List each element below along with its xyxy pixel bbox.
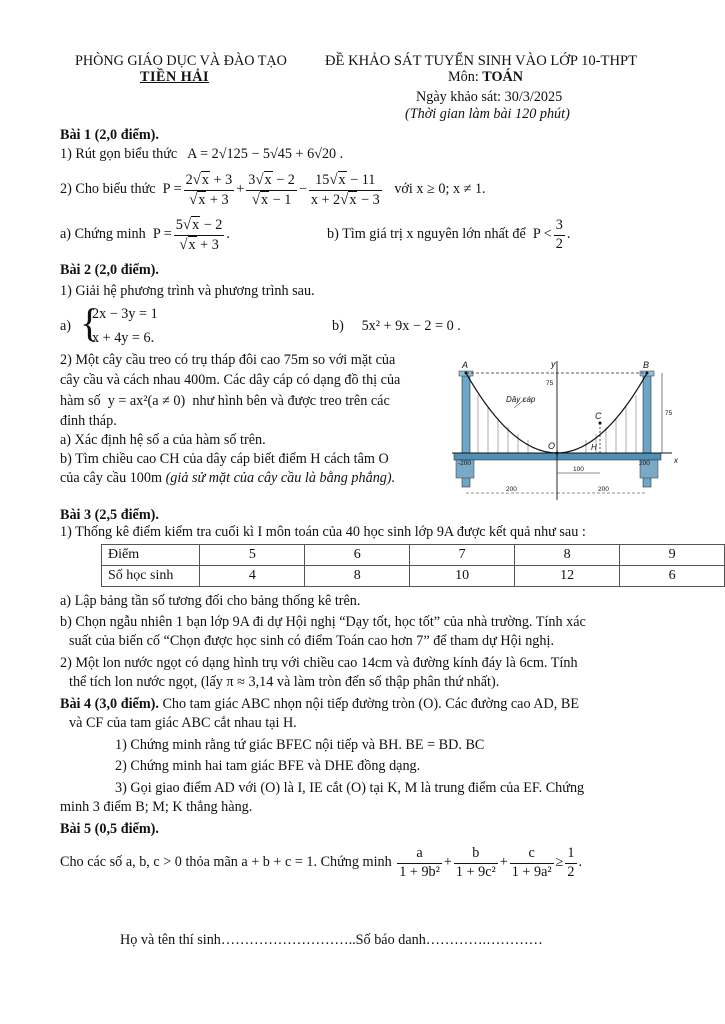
- bai3-q2-line1: 2) Một lon nước ngọt có dạng hình trụ với chiều cao 14cm và đường kính đáy là 6cm. Tính: [60, 655, 578, 671]
- bai5-condition: a + b + c = 1: [241, 854, 314, 871]
- label-O: O: [548, 441, 556, 451]
- table-cell: 9: [620, 545, 725, 566]
- subject-label: Môn:: [448, 69, 483, 85]
- bai4-q1: 1) Chứng minh rằng tứ giác BFEC nội tiếp và BH. BE = BD. BC: [115, 737, 485, 753]
- bai2-q2-line1: 2) Một cây cầu treo có trụ tháp đôi cao 75m so với mặt của: [60, 352, 396, 368]
- bai1-q1: [60, 146, 343, 163]
- bai2-q2-line2: cây cầu và cách nhau 400m. Các dây cáp có dạng đồ thị của: [60, 372, 401, 388]
- bai1-qa-text: a) Chứng minh: [60, 226, 146, 243]
- bai5-fraction-b: $\frac{b}{\text{1 + 9c²}}$: [455, 845, 496, 880]
- bai5-fraction-a: $\frac{a}{\text{1 + 9b²}}$: [399, 845, 440, 880]
- subject-name: TOÁN: [482, 69, 524, 85]
- cable-parabola: [466, 373, 647, 453]
- p-fraction-3: $\frac{15√x - 11}{x + 2√x - 3}$: [310, 172, 380, 208]
- score-table: [101, 544, 725, 587]
- label-A: A: [462, 360, 469, 370]
- bai4-intro: [60, 696, 579, 713]
- system-eq1: 2x − 3y = 1: [92, 306, 158, 322]
- label-H: H: [591, 443, 597, 452]
- tick-200: 200: [639, 460, 650, 467]
- bai5-statement: Cho các số a, b, c > 0 thỏa mãn a + b + c = 1 . Chứng minh $\frac{a}{\text{1 + 9b²}}$ + $\frac{b}{\text{1 + 9c²}}$ + $\frac{c}{\text{1 + 9a²}}$ ≥ $\frac{1}{2}$ .: [60, 845, 583, 880]
- bai2-q2-text-c: như hình bên và được treo trên các: [192, 393, 390, 409]
- bai4-intro-line2: và CF của tam giác ABC cắt nhau tại H.: [69, 715, 297, 731]
- height-75-side: 75: [665, 410, 673, 417]
- bai2-q2b-note: (giả sử mặt của cây cầu là bằng phẳng).: [165, 470, 396, 486]
- table-header-score: Điểm: [102, 545, 200, 566]
- bai2-q2-function: y = ax²(a ≠ 0): [107, 393, 186, 409]
- system-eq2: x + 4y = 6.: [92, 330, 155, 346]
- exam-title: ĐỀ KHẢO SÁT TUYỂN SINH VÀO LỚP 10-THPT: [325, 53, 638, 69]
- bai1-q1-text: 1) Rút gọn biểu thức: [60, 146, 178, 162]
- tick-neg200: -200: [458, 460, 472, 467]
- table-cell: 4: [200, 566, 305, 587]
- bai5-title: Bài 5 (0,5 điểm).: [60, 821, 159, 837]
- system-brace: {: [80, 300, 100, 345]
- bai1-qb-fraction: $\frac{3}{2}$: [555, 217, 563, 252]
- height-75-top: 75: [546, 380, 554, 387]
- bai2-q2b-line1: b) Tìm chiều cao CH của dây cáp biết điểm H cách tâm O: [60, 451, 389, 467]
- bai3-qb-line2: suất của biến cố “Chọn được học sinh có điểm Toán cao hơn 7” để tham dự Hội nghị.: [69, 633, 554, 649]
- bai2-title: Bài 2 (2,0 điểm).: [60, 262, 159, 278]
- bai2-q2-text-a: hàm số: [60, 393, 101, 409]
- table-cell: 5: [200, 545, 305, 566]
- bai2-q1: 1) Giải hệ phương trình và phương trình sau.: [60, 283, 315, 299]
- table-cell: 10: [410, 566, 515, 587]
- district-name-text: TIỀN HẢI: [140, 69, 210, 85]
- department-name: PHÒNG GIÁO DỤC VÀ ĐÀO TẠO: [75, 53, 287, 69]
- table-row: [102, 545, 725, 566]
- bai2-q2-line3: [60, 393, 390, 410]
- cable-label: Dây cáp: [506, 395, 536, 404]
- table-row: [102, 566, 725, 587]
- bai2-qb-expression: 5x² + 9x − 2 = 0 .: [361, 318, 461, 334]
- bai3-q1: 1) Thống kê điểm kiểm tra cuối kì I môn toán của 40 học sinh lớp 9A được kết quả như sau :: [60, 524, 586, 540]
- bai1-q1-expression: A = 2√125 − 5√45 + 6√20 .: [187, 146, 344, 162]
- p-fraction-2: $\frac{3√x - 2}{√x - 1}$: [248, 172, 295, 208]
- bai1-qa: a) Chứng minh P = $\frac{5√x - 2}{√x + 3}$ .: [60, 217, 230, 253]
- bai3-qb-line1: b) Chọn ngẫu nhiên 1 bạn lớp 9A đi dự Hội nghị “Dạy tốt, học tốt” của nhà trường. Tính xác: [60, 614, 586, 630]
- bai2-qb: [332, 318, 461, 335]
- bai2-q2b-line2: [60, 470, 395, 487]
- table-header-students: Số học sinh: [102, 566, 200, 587]
- system-eq2-text: x + 4y = 6: [92, 330, 151, 346]
- bridge-figure: [450, 355, 685, 507]
- table-cell: 6: [620, 566, 725, 587]
- bai4-q2: 2) Chứng minh hai tam giác BFE và DHE đồng dạng.: [115, 758, 421, 774]
- bai4-q3-line2: minh 3 điểm B; M; K thẳng hàng.: [60, 799, 253, 815]
- bai2-q2-line4: đỉnh tháp.: [60, 413, 117, 429]
- candidate-info-line: Họ và tên thí sinh………………………..Số báo danh………….…………: [120, 932, 543, 948]
- p-fraction-1: $\frac{2√x + 3}{√x + 3}$: [185, 172, 233, 208]
- bai1-q2: 2) Cho biểu thức P = $\frac{2√x + 3}{√x + 3}$ + $\frac{3√x - 2}{√x - 1}$ − $\frac{15√x - 11}{x + 2√x - 3}$ với x ≥ 0; x ≠ 1.: [60, 172, 486, 208]
- label-x: x: [674, 456, 678, 465]
- bai2-qb-label: b): [332, 318, 344, 334]
- subject-line: [448, 69, 523, 86]
- bai5-text3: . Chứng minh: [313, 854, 392, 871]
- district-name: [140, 69, 209, 86]
- dim-200-right: 200: [598, 486, 609, 493]
- label-B: B: [643, 360, 650, 370]
- bai4-q3-line1: 3) Gọi giao điểm AD với (O) là I, IE cắt (O) tại K, M là trung điểm của EF. Chứng: [115, 780, 585, 796]
- table-cell: 12: [515, 566, 620, 587]
- label-y: y: [551, 359, 556, 369]
- bai5-vars: a, b, c > 0: [125, 854, 182, 871]
- bai1-qb: b) Tìm giá trị x nguyên lớn nhất để P < $\frac{3}{2}$ .: [327, 217, 571, 252]
- table-cell: 8: [305, 566, 410, 587]
- bai3-qa: a) Lập bảng tần số tương đối cho bảng thống kê trên.: [60, 593, 361, 609]
- bai1-q2-text: 2) Cho biểu thức: [60, 181, 156, 198]
- bai5-fraction-c: $\frac{c}{\text{1 + 9a²}}$: [511, 845, 552, 880]
- bai1-qb-lhs: P <: [532, 226, 552, 243]
- bai2-q2b-text: của cây cầu 100m: [60, 470, 163, 486]
- bai5-rhs-fraction: $\frac{1}{2}$: [567, 845, 575, 880]
- table-cell: 6: [305, 545, 410, 566]
- label-C: C: [595, 411, 602, 421]
- bai2-q2a: a) Xác định hệ số a của hàm số trên.: [60, 432, 266, 448]
- bai3-title: Bài 3 (2,5 điểm).: [60, 507, 159, 523]
- bai5-text1: Cho các số: [60, 854, 123, 871]
- p-simplified-fraction: $\frac{5√x - 2}{√x + 3}$: [175, 217, 223, 253]
- exam-date: Ngày khảo sát: 30/3/2025: [416, 89, 563, 105]
- exam-duration: (Thời gian làm bài 120 phút): [405, 106, 570, 122]
- bai1-qb-text: b) Tìm giá trị x nguyên lớn nhất để: [327, 226, 526, 243]
- bai2-qa-label: a): [60, 318, 72, 334]
- table-cell: 7: [410, 545, 515, 566]
- bai1-title: Bài 1 (2,0 điểm).: [60, 127, 159, 143]
- dim-100: 100: [573, 466, 584, 473]
- bai3-q2-line2: thể tích lon nước ngọt, (lấy π ≈ 3,14 và làm tròn đến số thập phân thứ nhất).: [69, 674, 500, 690]
- table-cell: 8: [515, 545, 620, 566]
- bai4-intro-text: Cho tam giác ABC nhọn nội tiếp đường tròn (O). Các đường cao AD, BE: [162, 696, 580, 712]
- dim-200-left: 200: [506, 486, 517, 493]
- bai1-q2-condition: với x ≥ 0; x ≠ 1.: [394, 181, 486, 198]
- bai4-title: Bài 4 (3,0 điểm).: [60, 696, 159, 712]
- bai5-text2: thỏa mãn: [185, 854, 238, 871]
